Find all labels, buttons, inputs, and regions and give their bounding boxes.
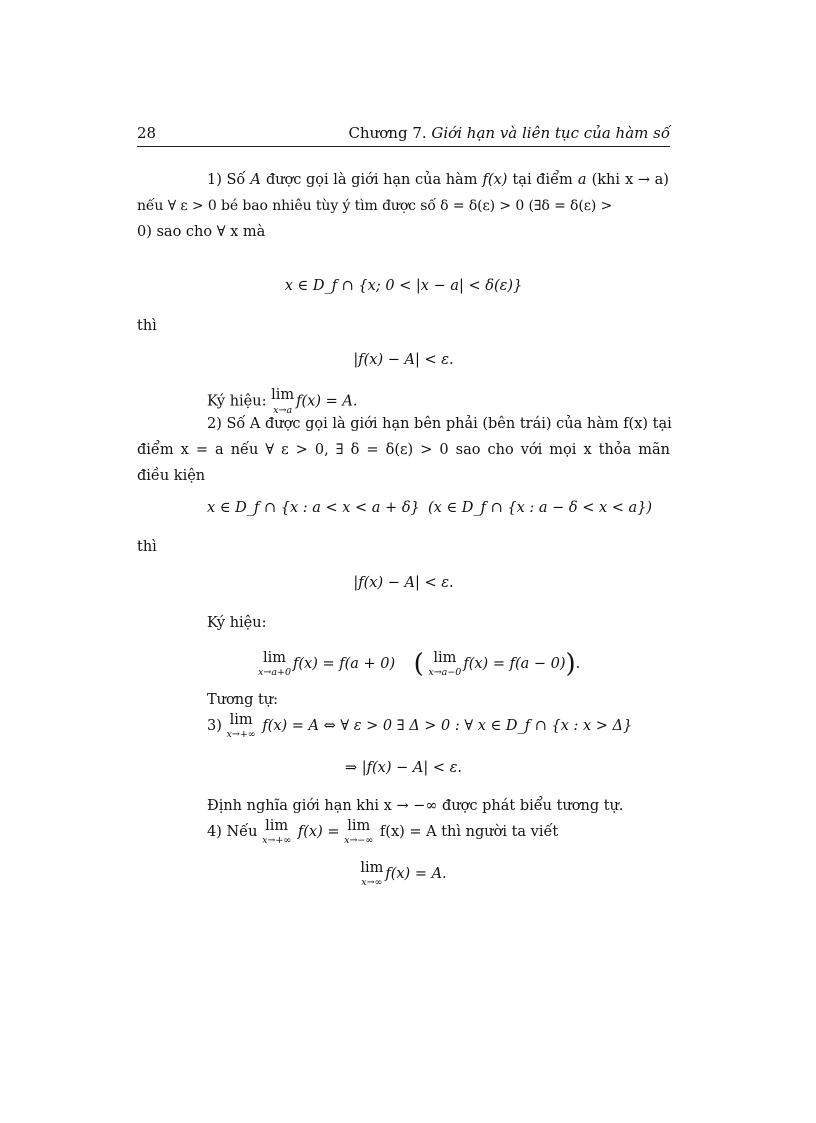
running-header [137,124,670,147]
def1-line1: 1) Số A được gọi là giới hạn của hàm f(x) tại điểm a (khi x → a) [207,172,669,188]
def2-result-formula: |f(x) − A| < ε. [353,575,454,591]
chapter-title: Giới hạn và liên tục của hàm số [431,124,670,142]
dinh-nghia-line: Định nghĩa giới hạn khi x → −∞ được phát biểu tương tự. [207,798,624,814]
limit-operator-right: lim x→a+0 [258,649,291,678]
def1-thi: thì [137,318,157,334]
page-number: 28 [137,124,157,142]
def2-condition-right: x ∈ D_f ∩ {x : a < x < a + δ} [207,500,420,516]
tuong-tu: Tương tự: [207,692,279,708]
def1-condition-formula: x ∈ D_f ∩ {x; 0 < |x − a| < δ(ε)} [284,278,523,294]
def1-line3: 0) sao cho ∀ x mà [137,224,266,240]
def2-notation-formula: lim x→a+0 f(x) = f(a + 0) ( lim x→a−0 f(x) = f(a − 0)). [258,649,581,679]
def2-thi: thì [137,539,157,555]
def1-line2: nếu ∀ ε > 0 bé bao nhiêu tùy ý tìm được số δ = δ(ε) > 0 (∃δ = δ(ε) > [137,198,613,214]
def2-notation-label: Ký hiệu: [207,615,267,631]
limit-operator-minus: lim x→−∞ [344,817,374,846]
limit-operator-left: lim x→a−0 [428,649,462,678]
limit-operator: lim x→a [271,387,295,416]
def2-line3: điều kiện [137,468,206,484]
def4-formula: lim x→∞ f(x) = A. [360,859,447,888]
def3-result-formula: ⇒ |f(x) − A| < ε. [345,760,462,776]
def3-line1: 3) lim x→+∞ f(x) = A ⇔ ∀ ε > 0 ∃ Δ > 0 : ∀ x ∈ D_f ∩ {x : x > Δ} [207,711,633,740]
def2-line2: điểm x = a nếu ∀ ε > 0, ∃ δ = δ(ε) > 0 sao cho với mọi x thỏa mãn [137,442,670,458]
def2-condition-left: (x ∈ D_f ∩ {x : a − δ < x < a}) [428,500,653,516]
def4-line1: 4) Nếu lim x→+∞ f(x) = lim x→−∞ f(x) = A thì người ta viết [207,817,559,846]
def2-line1: 2) Số A được gọi là giới hạn bên phải (bên trái) của hàm f(x) tại [207,416,672,432]
chapter-prefix: Chương 7. [348,124,427,142]
limit-operator-plus: lim x→+∞ [262,817,292,846]
def1-result-formula: |f(x) − A| < ε. [353,352,454,368]
limit-operator: lim x→+∞ [226,711,256,740]
limit-operator: lim x→∞ [360,859,384,888]
chapter-heading [348,124,670,142]
def1-notation: Ký hiệu: lim x→a f(x) = A. [207,387,358,416]
